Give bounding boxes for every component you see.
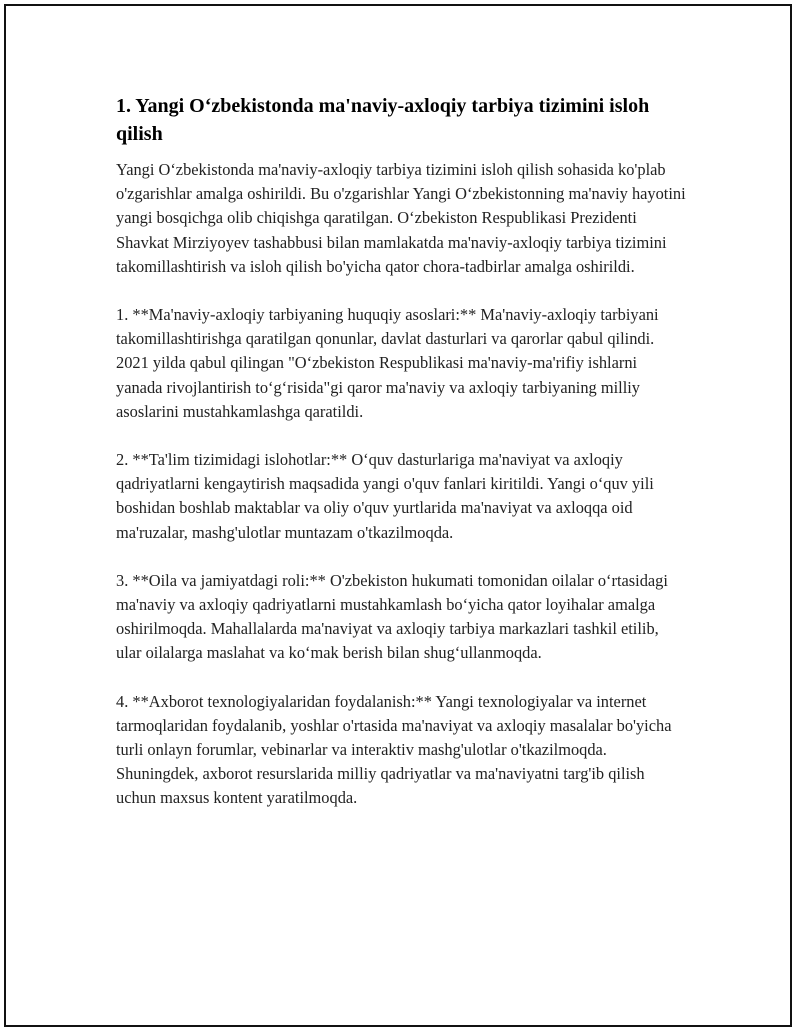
paragraph-education-reforms: 2. **Ta'lim tizimidagi islohotlar:** O‘quv dasturlariga ma'naviyat va axloqiy qadriyatlarni kengaytirish maqsadida yangi o'quv fanlari kiritildi. Yangi o‘quv yili boshidan boshlab maktablar va oliy o'quv yurtlarida ma'naviyat va axloqqa oid ma'ruzalar, mashg'ulotlar muntazam o'tkazilmoqda.: [116, 450, 654, 542]
paragraph-family-society: 3. **Oila va jamiyatdagi roli:** O'zbekiston hukumati tomonidan oilalar o‘rtasidagi ma'naviy va axloqiy qadriyatlarni mustahkamlash bo‘yicha qator loyihalar amalga oshirilmoqda. Mahallalarda ma'naviyat va axloqiy tarbiya markazlari tashkil etilib, ular oilalarga maslahat va ko‘mak berish bilan shug‘ullanmoqda.: [116, 570, 668, 663]
document-title: 1. Yangi O‘zbekistonda ma'naviy-axloqiy tarbiya tizimini isloh qilish: [116, 95, 650, 145]
document-body: [116, 92, 686, 835]
paragraph-information-technology: 4. **Axborot texnologiyalaridan foydalanish:** Yangi texnologiyalar va internet tarmoqlaridan foydalanib, yoshlar o'rtasida ma'naviyat va axloqiy masalalar bo'yicha turli onlayn forumlar, vebinarlar va interaktiv mashg'ulotlar o'tkazilmoqda. Shuningdek, axborot resurslarida milliy qadriyatlar va ma'naviyatni targ'ib qilish uchun maxsus kontent yaratilmoqda.: [116, 691, 672, 808]
paragraph-legal-basis: 1. **Ma'naviy-axloqiy tarbiyaning huquqiy asoslari:** Ma'naviy-axloqiy tarbiyani takomillashtirishga qaratilgan qonunlar, davlat dasturlari va qarorlar qabul qilindi. 2021 yilda qabul qilingan "O‘zbekiston Respublikasi ma'naviy-ma'rifiy ishlarni yanada rivojlantirish to‘g‘risida"gi qaror ma'naviy va axloqiy tarbiyaning milliy asoslarini mustahkamlashga qaratildi.: [116, 305, 659, 421]
intro-paragraph: Yangi O‘zbekistonda ma'naviy-axloqiy tarbiya tizimini isloh qilish sohasida ko'plab o'zgarishlar amalga oshirildi. Bu o'zgarishlar Yangi O‘zbekistonning ma'naviy hayotini yangi bosqichga olib chiqishga qaratilgan. O‘zbekiston Respublikasi Prezidenti Shavkat Mirziyoyev tashabbusi bilan mamlakatda ma'naviy-axloqiy tarbiya tizimini takomillashtirish va isloh qilish bo'yicha qator chora-tadbirlar amalga oshirildi.: [116, 160, 686, 276]
